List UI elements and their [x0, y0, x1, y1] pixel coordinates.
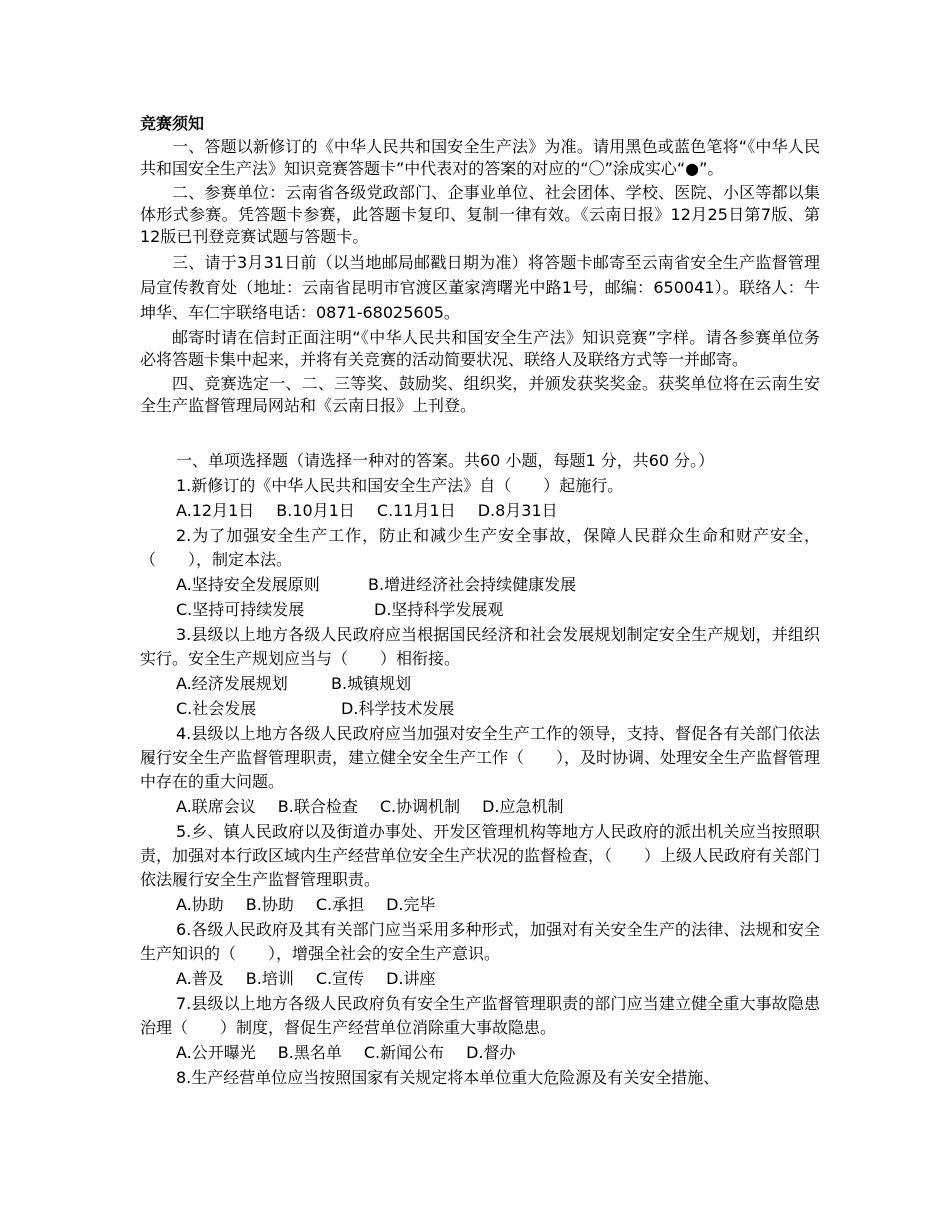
question-text: 4.县级以上地方各级人民政府应当加强对安全生产工作的领导，支持、督促各有关部门依法履行安全生产监督管理职责，建立健全安全生产工作（ ），及时协调、处理安全生产监督管理中存在的重大问题。 [140, 724, 821, 791]
option-b: B.协助 [245, 895, 294, 914]
option-d: D.科学技术发展 [341, 699, 455, 718]
question-1 [140, 474, 820, 523]
question-4 [140, 722, 820, 819]
option-d: D.完毕 [386, 895, 436, 914]
option-c: C.承担 [315, 895, 365, 914]
notice-paragraph-2: 二、参赛单位：云南省各级党政部门、企事业单位、社会团体、学校、医院、小区等都以集体形式参赛。凭答题卡参赛，此答题卡复印、复制一律有效。《云南日报》12月25日第7版、第12版已刊登竞赛试题与答题卡。 [140, 183, 820, 246]
question-text: 1.新修订的《中华人民共和国安全生产法》自（ ）起施行。 [176, 476, 624, 495]
option-c: C.11月1日 [376, 501, 456, 520]
option-row [140, 893, 820, 917]
option-a: A.经济发展规划 [176, 674, 288, 693]
question-7 [140, 992, 820, 1065]
question-3 [140, 623, 820, 721]
option-row [140, 598, 820, 622]
option-d: D.应急机制 [482, 797, 564, 816]
option-row [140, 1041, 820, 1065]
option-row [140, 795, 820, 819]
option-row [140, 967, 820, 991]
option-d: D.督办 [466, 1043, 516, 1062]
option-d: D.坚持科学发展观 [374, 600, 504, 619]
option-a: A.12月1日 [176, 501, 255, 520]
option-b: B.联合检查 [277, 797, 358, 816]
question-5 [140, 820, 820, 917]
option-d: D.8月31日 [477, 501, 558, 520]
document-page [140, 112, 820, 1091]
section-heading: 一、单项选择题（请选择一种对的答案。共60 小题，每题1 分，共60 分。） [176, 451, 715, 470]
question-text: 3.县级以上地方各级人民政府应当根据国民经济和社会发展规划制定安全生产规划，并组织实行。安全生产规划应当与（ ）相衔接。 [140, 625, 820, 668]
option-c: C.社会发展 [176, 699, 257, 718]
question-2 [140, 524, 820, 622]
option-b: B.增进经济社会持续健康发展 [368, 575, 577, 594]
question-text: 7.县级以上地方各级人民政府负有安全生产监督管理职责的部门应当建立健全重大事故隐患治理（ ）制度，督促生产经营单位消除重大事故隐患。 [140, 994, 820, 1037]
question-text: 2.为了加强安全生产工作，防止和减少生产安全事故，保障人民群众生命和财产安全，（ ），制定本法。 [140, 526, 820, 569]
option-d: D.讲座 [386, 969, 436, 988]
question-text: 6.各级人民政府及其有关部门应当采用多种形式，加强对有关安全生产的法律、法规和安全生产知识的（ ），增强全社会的安全生产意识。 [140, 920, 820, 963]
question-text: 8.生产经营单位应当按照国家有关规定将本单位重大危险源及有关安全措施、 [176, 1068, 720, 1087]
notice-paragraph-3: 三、请于3月31日前（以当地邮局邮戳日期为准）将答题卡邮寄至云南省安全生产监督管理局宣传教育处（地址：云南省昆明市官渡区董家湾曙光中路1号，邮编：650041）。联络人：牛坤华、车仁宇联络电话：0871-68025605。 [140, 253, 820, 322]
question-text: 5.乡、镇人民政府以及街道办事处、开发区管理机构等地方人民政府的派出机关应当按照职责，加强对本行政区域内生产经营单位安全生产状况的监督检查，（ ）上级人民政府有关部门依法履行安全生产监督管理职责。 [140, 822, 821, 889]
option-a: A.普及 [176, 969, 224, 988]
notice-paragraph-1: 一、答题以新修订的《中华人民共和国安全生产法》为准。请用黑色或蓝色笔将“《中华人民共和国安全生产法》知识竞赛答题卡”中代表对的答案的对应的“〇”涂成实心“●”。 [140, 137, 820, 178]
option-row [140, 573, 820, 597]
question-6 [140, 918, 820, 991]
option-c: C.坚持可持续发展 [176, 600, 305, 619]
option-b: B.10月1日 [276, 501, 355, 520]
section-spacer [140, 419, 820, 449]
option-a: A.协助 [176, 895, 224, 914]
option-row [140, 697, 820, 721]
option-c: C.宣传 [315, 969, 365, 988]
option-c: C.新闻公布 [363, 1043, 445, 1062]
notice-paragraph-5: 四、竞赛选定一、二、三等奖、鼓励奖、组织奖，并颁发获奖奖金。获奖单位将在云南生安全生产监督管理局网站和《云南日报》上刊登。 [140, 374, 820, 415]
option-row [140, 499, 820, 523]
option-b: B.黑名单 [277, 1043, 342, 1062]
option-row [140, 672, 820, 696]
question-8 [140, 1066, 820, 1090]
option-c: C.协调机制 [379, 797, 461, 816]
option-b: B.培训 [245, 969, 294, 988]
notice-title: 竞赛须知 [140, 114, 205, 133]
option-a: A.联席会议 [176, 797, 256, 816]
option-a: A.坚持安全发展原则 [176, 575, 320, 594]
notice-paragraph-4: 邮寄时请在信封正面注明“《中华人民共和国安全生产法》知识竞赛”字样。请各参赛单位务必将答题卡集中起来，并将有关竞赛的活动简要状况、联络人及联络方式等一并邮寄。 [140, 328, 820, 369]
option-a: A.公开曝光 [176, 1043, 256, 1062]
option-b: B.城镇规划 [331, 674, 412, 693]
